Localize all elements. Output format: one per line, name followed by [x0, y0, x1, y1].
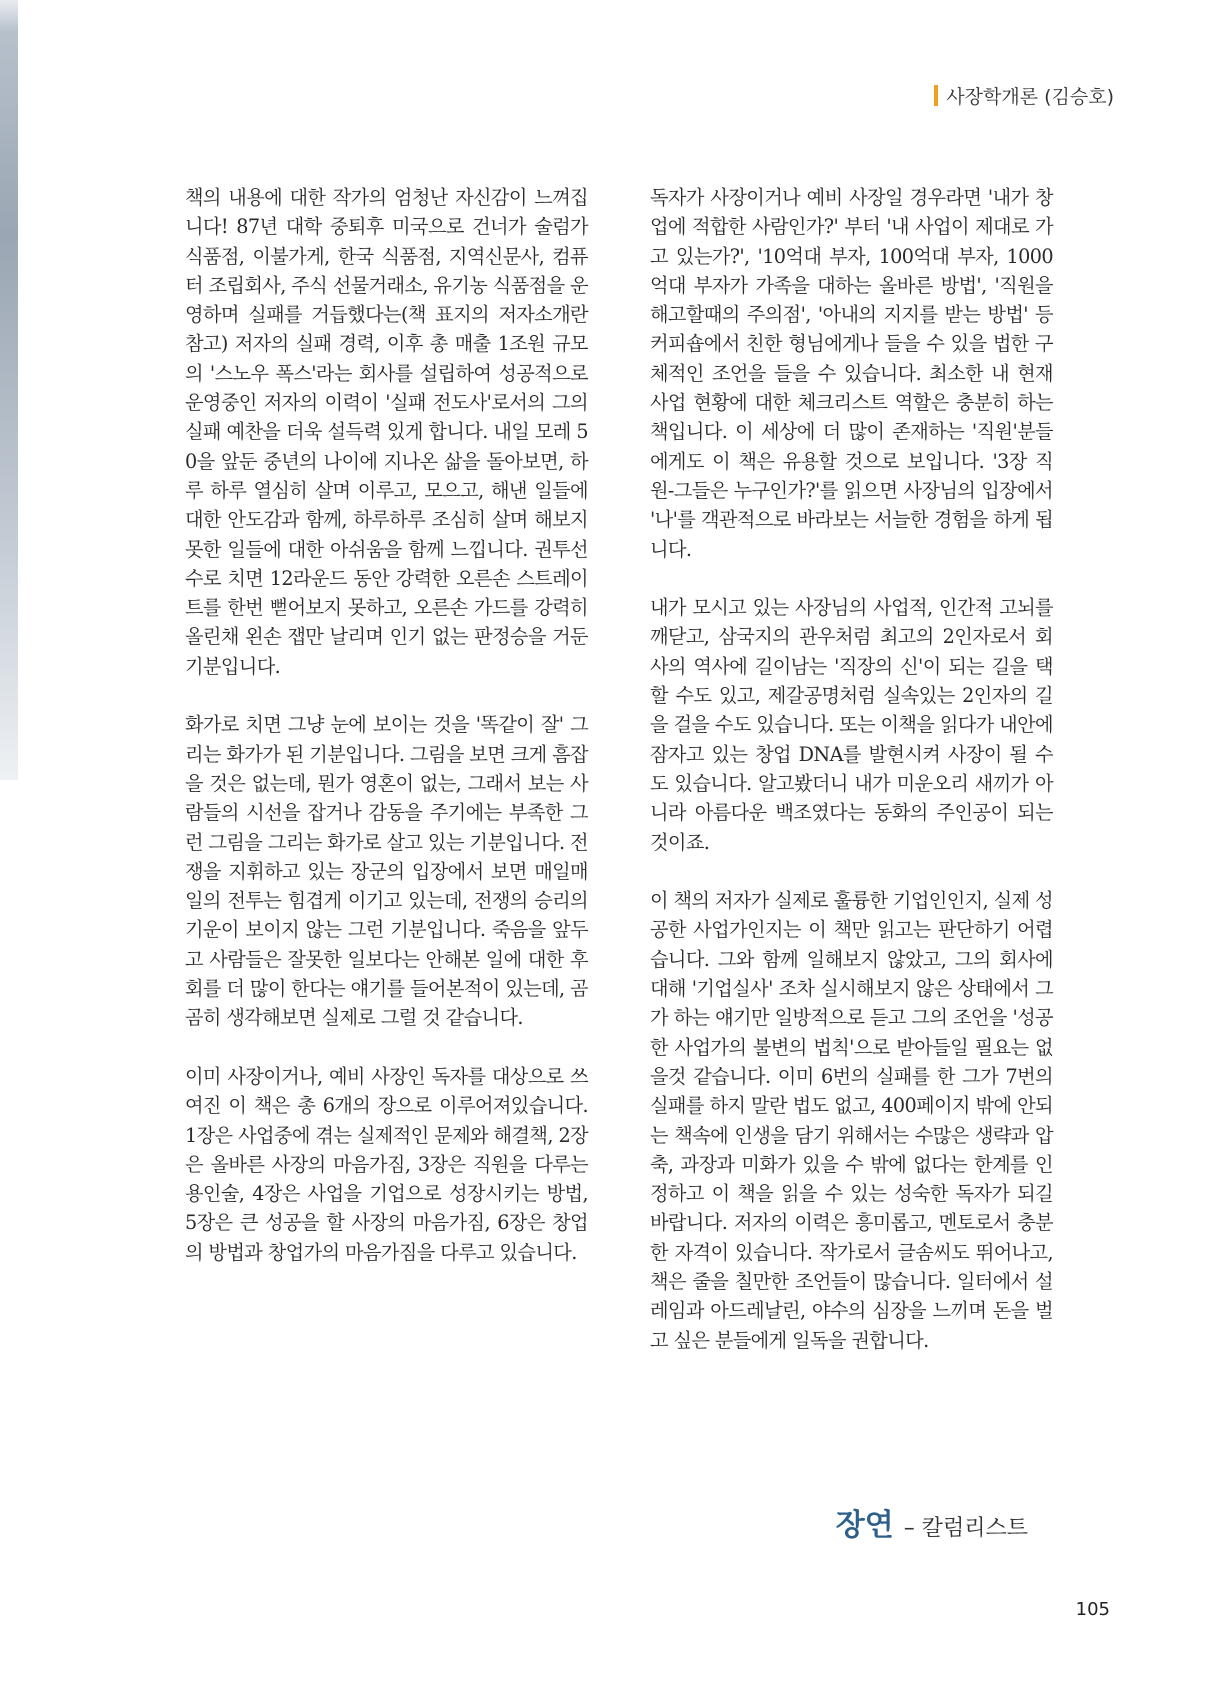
body-paragraph: 화가로 치면 그냥 눈에 보이는 것을 '똑같이 잘' 그리는 화가가 된 기분입니다. 그림을 보면 크게 흠잡을 것은 없는데, 뭔가 영혼이 없는, 그래서 보는 사람들의 시선을 잡거나 감동을 주기에는 부족한 그런 그림을 그리는 화가로 살고 있는 기분입니다. 전쟁을 지휘하고 있는 장군의 입장에서 보면 매일매일의 전투는 힘겹게 이기고 있는데, 전쟁의 승리의 기운이 보이지 않는 그런 기분입니다. 죽음을 앞두고 사람들은 잘못한 일보다는 안해본 일에 대한 후회를 더 많이 한다는 얘기를 들어본적이 있는데, 곰곰히 생각해보면 실제로 그럴 것 같습니다.: [185, 713, 588, 1030]
page-edge-decoration: [0, 0, 18, 780]
body-paragraph: 이 책의 저자가 실제로 훌륭한 기업인인지, 실제 성공한 사업가인지는 이 책만 읽고는 판단하기 어렵습니다. 그와 함께 일해보지 않았고, 그의 회사에 대해 '기업실사' 조차 실시해보지 않은 상태에서 그가 하는 얘기만 일방적으로 듣고 그의 조언을 '성공한 사업가의 불변의 법칙'으로 받아들일 필요는 없을것 같습니다. 이미 6번의 실패를 한 그가 7번의 실패를 하지 말란 법도 없고, 400페이지 밖에 안되는 책속에 인생을 담기 위해서는 수많은 생략과 압축, 과장과 미화가 있을 수 밖에 없다는 한계를 인정하고 이 책을 읽을 수 있는 성숙한 독자가 되길 바랍니다. 저자의 이력은 흥미롭고, 멘토로서 충분한 자격이 있습니다. 작가로서 글솜씨도 뛰어나고, 책은 줄을 칠만한 조언들이 많습니다. 일터에서 설레임과 아드레날린, 야수의 심장을 느끼며 돈을 벌고 싶은 분들에게 일독을 권합니다.: [650, 889, 1053, 1352]
body-paragraph: 책의 내용에 대한 작가의 엄청난 자신감이 느껴집니다! 87년 대학 중퇴후 미국으로 건너가 술럼가 식품점, 이불가게, 한국 식품점, 지역신문사, 컴퓨터 조립회사, 주식 선물거래소, 유기농 식품점을 운영하며 실패를 거듭했다는(책 표지의 저자소개란 참고) 저자의 실패 경력, 이후 총 매출 1조원 규모의 '스노우 폭스'라는 회사를 설립하여 성공적으로 운영중인 저자의 이력이 '실패 전도사'로서의 그의 실패 예찬을 더욱 설득력 있게 합니다. 내일 모레 50을 앞둔 중년의 나이에 지나온 삶을 돌아보면, 하루 하루 열심히 살며 이루고, 모으고, 해낸 일들에 대한 안도감과 함께, 하루하루 조심히 살며 해보지 못한 일들에 대한 아쉬움을 함께 느낍니다. 권투선수로 치면 12라운드 동안 강력한 오른손 스트레이트를 한번 뻗어보지 못하고, 오른손 가드를 강력히 올린채 왼손 잽만 날리며 인기 없는 판정승을 거둔 기분입니다.: [185, 186, 588, 678]
right-column: [650, 183, 1053, 1384]
header-accent-bar: [934, 85, 938, 106]
author-role: – 칼럼리스트: [903, 1516, 1028, 1541]
author-byline: [836, 1500, 1028, 1544]
author-name: 장연: [835, 1508, 894, 1543]
page-number: 105: [1075, 1599, 1110, 1620]
running-header: [934, 82, 1114, 109]
body-paragraph: 독자가 사장이거나 예비 사장일 경우라면 '내가 창업에 적합한 사람인가?' 부터 '내 사업이 제대로 가고 있는가?', '10억대 부자, 100억대 부자, 1000억대 부자가 가족을 대하는 올바른 방법', '직원을 해고할때의 주의점', '아내의 지지를 받는 방법' 등 커피숍에서 친한 형님에게나 들을 수 있을 법한 구체적인 조언을 들을 수 있습니다. 최소한 내 현재 사업 현황에 대한 체크리스트 역할은 충분히 하는 책입니다. 이 세상에 더 많이 존재하는 '직원'분들에게도 이 책은 유용할 것으로 보입니다. '3장 직원-그들은 누구인가?'를 읽으면 사장님의 입장에서 '나'를 객관적으로 바라보는 서늘한 경험을 하게 됩니다.: [650, 186, 1053, 561]
left-column: [185, 183, 588, 1296]
body-paragraph: 내가 모시고 있는 사장님의 사업적, 인간적 고뇌를 깨닫고, 삼국지의 관우처럼 최고의 2인자로서 회사의 역사에 길이남는 '직장의 신'이 되는 길을 택할 수도 있고, 제갈공명처럼 실속있는 2인자의 길을 걸을 수도 있습니다. 또는 이책을 읽다가 내안에 잠자고 있는 창업 DNA를 발현시켜 사장이 될 수도 있습니다. 알고봤더니 내가 미운오리 새끼가 아니라 아름다운 백조였다는 동화의 주인공이 되는 것이죠.: [650, 596, 1053, 854]
header-title: 사장학개론 (김승호): [946, 86, 1114, 108]
body-paragraph: 이미 사장이거나, 예비 사장인 독자를 대상으로 쓰여진 이 책은 총 6개의 장으로 이루어져있습니다. 1장은 사업중에 겪는 실제적인 문제와 해결책, 2장은 올바른 사장의 마음가짐, 3장은 직원을 다루는 용인술, 4장은 사업을 기업으로 성장시키는 방법, 5장은 큰 성공을 할 사장의 마음가짐, 6장은 창업의 방법과 창업가의 마음가짐을 다루고 있습니다.: [185, 1064, 588, 1264]
